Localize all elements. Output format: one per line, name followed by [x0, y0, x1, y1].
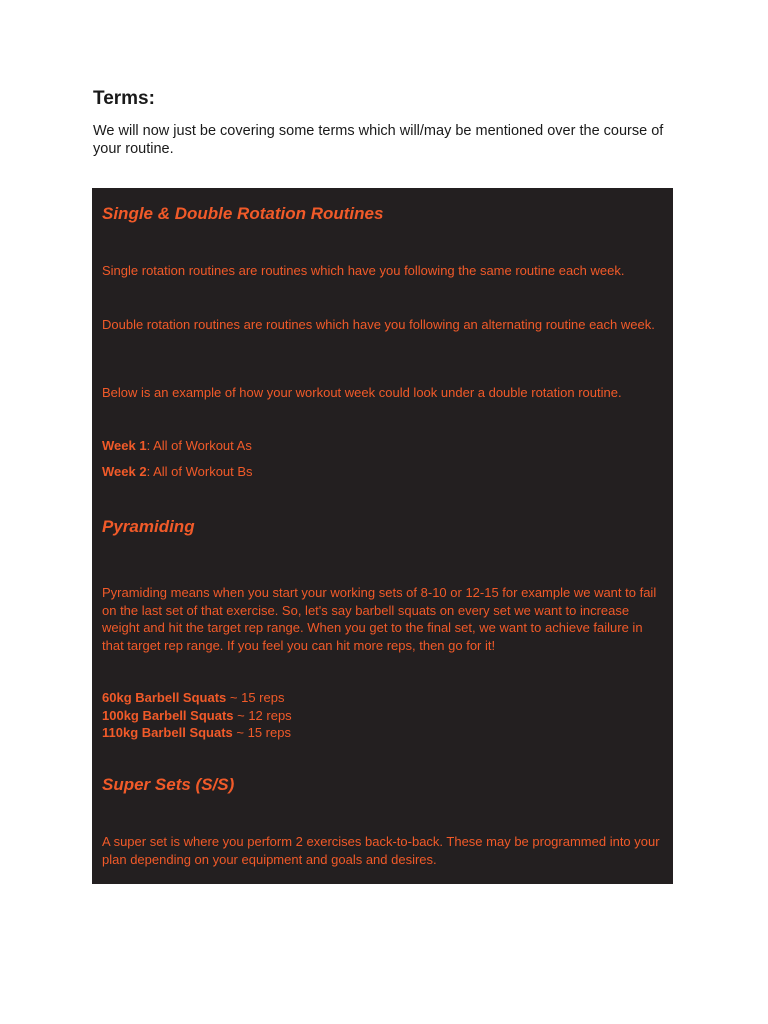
week-2-label: Week 2	[102, 464, 147, 479]
set-label: 60kg Barbell Squats	[102, 690, 227, 705]
pyramiding-paragraph: Pyramiding means when you start your working sets of 8-10 or 12-15 for example we want to fail on the last set of that exercise. So, let's say barbell squats on every set we want to increase weight and hit the target rep range. When you get to the final set, we want to achieve failure in that target rep range. If you feel you can hit more reps, then go for it!	[102, 585, 657, 653]
supersets-paragraph: A super set is where you perform 2 exercises back-to-back. These may be programmed into your plan depending on your equipment and goals and desires.	[102, 834, 660, 867]
page-title: Terms:	[93, 88, 155, 109]
set-row	[102, 689, 667, 707]
rotation-paragraph-single: Single rotation routines are routines which have you following the same routine each week.	[102, 263, 625, 278]
rotation-paragraph-example: Below is an example of how your workout week could look under a double rotation routine.	[102, 385, 622, 400]
week-1-line	[102, 437, 667, 455]
set-label: 100kg Barbell Squats	[102, 707, 234, 723]
set-row	[102, 707, 667, 725]
set-reps: ~ 15 reps	[232, 725, 291, 740]
set-reps: ~ 15 reps	[226, 690, 285, 705]
pyramiding-heading: Pyramiding	[102, 517, 195, 536]
set-row	[102, 724, 667, 742]
rotation-heading: Single & Double Rotation Routines	[102, 204, 384, 223]
week-1-text: : All of Workout As	[146, 438, 252, 453]
week-1-label: Week 1	[102, 438, 147, 453]
supersets-heading: Super Sets (S/S)	[102, 775, 235, 794]
pyramiding-set-list	[102, 689, 667, 742]
set-reps: ~ 12 reps	[233, 707, 292, 723]
week-2-line	[102, 463, 667, 481]
terms-panel	[92, 188, 673, 884]
intro-paragraph: We will now just be covering some terms which will/may be mentioned over the course of your routine.	[93, 123, 664, 157]
set-label: 110kg Barbell Squats	[102, 725, 233, 740]
rotation-paragraph-double: Double rotation routines are routines which have you following an alternating routine each week.	[102, 317, 655, 332]
week-2-text: : All of Workout Bs	[146, 464, 253, 479]
